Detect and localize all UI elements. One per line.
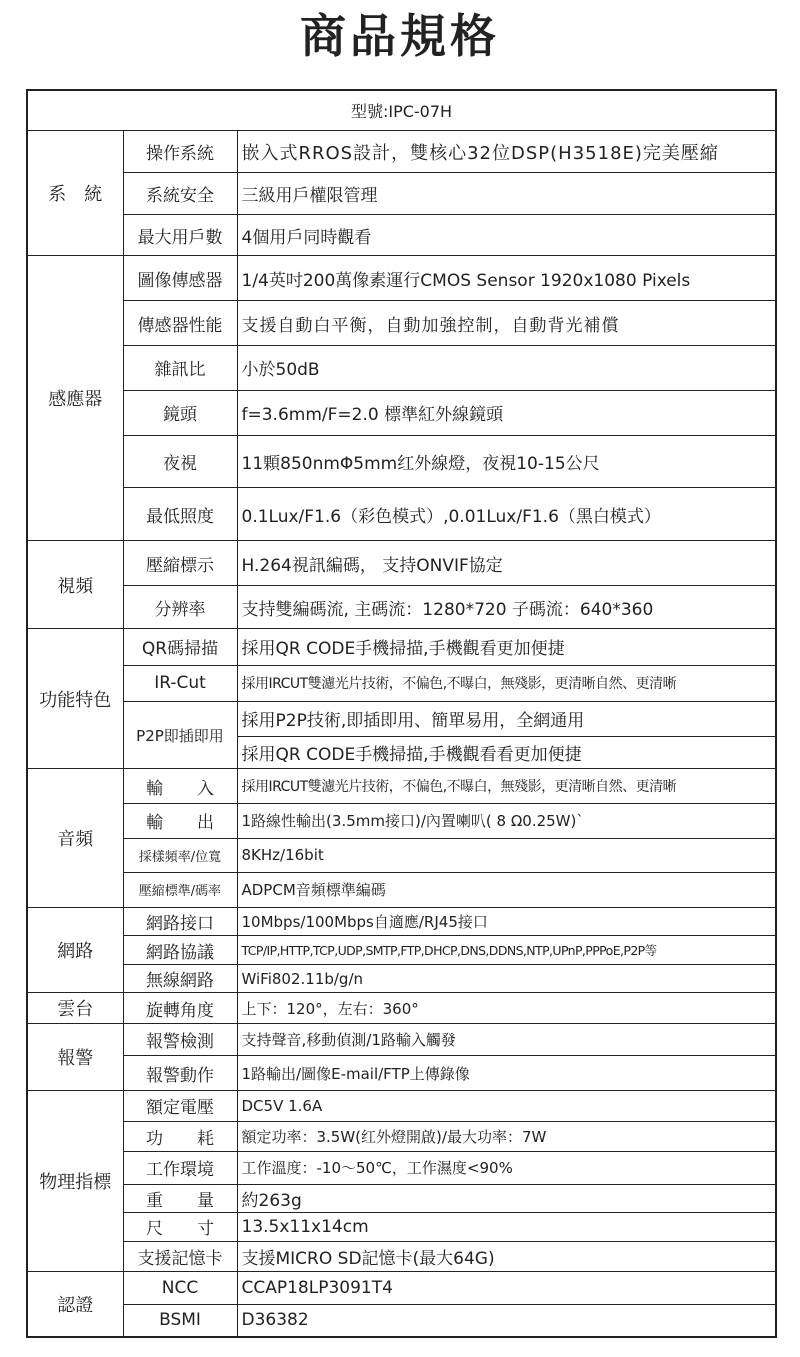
category-audio: 音頻 — [27, 769, 123, 907]
category-physical: 物理指標 — [27, 1091, 123, 1272]
spec-value: 11顆850nmΦ5mm红外線燈，夜視10-15公尺 — [237, 435, 776, 488]
category-features: 功能特色 — [27, 628, 123, 768]
spec-label: 重 量 — [123, 1184, 237, 1213]
table-row — [27, 586, 776, 629]
table-row — [27, 488, 776, 541]
table-row — [27, 1056, 776, 1091]
spec-label: 壓縮標準/碼率 — [123, 873, 237, 908]
category-ptz: 雲台 — [27, 993, 123, 1024]
spec-value: 支援MICRO SD記憶卡(最大64G) — [237, 1241, 776, 1272]
table-row — [27, 964, 776, 993]
table-row — [27, 838, 776, 873]
table-row — [27, 993, 776, 1024]
category-certification: 認證 — [27, 1272, 123, 1337]
spec-label: 夜視 — [123, 435, 237, 488]
spec-label: P2P即插即用 — [123, 702, 237, 769]
spec-value: 採用IRCUT雙濾光片技術，不偏色,不曝白，無殘影，更清晰自然、更清晰 — [237, 769, 776, 804]
table-row — [27, 301, 776, 346]
table-row — [27, 345, 776, 390]
table-row — [27, 1121, 776, 1152]
spec-label: 最大用戶數 — [123, 214, 237, 256]
spec-value: 約263g — [237, 1184, 776, 1213]
spec-value: CCAP18LP3091T4 — [237, 1272, 776, 1305]
spec-value: 採用IRCUT雙濾光片技術，不偏色,不曝白，無殘影，更清晰自然、更清晰 — [237, 665, 776, 702]
spec-value: f=3.6mm/F=2.0 標準紅外線鏡頭 — [237, 390, 776, 435]
model-number: 型號:IPC-07H — [27, 90, 776, 131]
spec-value: 8KHz/16bit — [237, 838, 776, 873]
spec-value: ADPCM音頻標準編碼 — [237, 873, 776, 908]
page-title: 商品規格 — [300, 9, 500, 63]
spec-value: 1路線性輸出(3.5mm接口)/內置喇叭( 8 Ω0.25W)` — [237, 803, 776, 838]
spec-label: NCC — [123, 1272, 237, 1305]
table-row — [27, 172, 776, 214]
spec-label: 支援記憶卡 — [123, 1241, 237, 1272]
spec-label: 網路協議 — [123, 936, 237, 965]
spec-value: 13.5x11x14cm — [237, 1213, 776, 1242]
table-row — [27, 1304, 776, 1337]
table-row — [27, 628, 776, 665]
table-row — [27, 435, 776, 488]
spec-value: H.264視訊編碼， 支持ONVIF協定 — [237, 541, 776, 586]
spec-value: 10Mbps/100Mbps自適應/RJ45接口 — [237, 907, 776, 936]
table-row — [27, 1213, 776, 1242]
table-row — [27, 907, 776, 936]
spec-label: 傳感器性能 — [123, 301, 237, 346]
spec-table — [26, 89, 777, 1338]
category-video: 視頻 — [27, 541, 123, 629]
spec-value: 三級用戶權限管理 — [237, 172, 776, 214]
spec-label: 系統安全 — [123, 172, 237, 214]
spec-label: 分辨率 — [123, 586, 237, 629]
table-row — [27, 1152, 776, 1185]
table-row — [27, 936, 776, 965]
spec-value: DC5V 1.6A — [237, 1091, 776, 1122]
table-row — [27, 1272, 776, 1305]
spec-label: BSMI — [123, 1304, 237, 1337]
category-alarm: 報警 — [27, 1023, 123, 1090]
spec-label: 壓縮標示 — [123, 541, 237, 586]
spec-label: 網路接口 — [123, 907, 237, 936]
category-network: 網路 — [27, 907, 123, 993]
spec-value: D36382 — [237, 1304, 776, 1337]
spec-label: 功 耗 — [123, 1121, 237, 1152]
spec-value: 工作溫度：-10～50℃，工作濕度<90% — [237, 1152, 776, 1185]
table-row — [27, 214, 776, 256]
table-row — [27, 769, 776, 804]
spec-label: 鏡頭 — [123, 390, 237, 435]
spec-label: 報警動作 — [123, 1056, 237, 1091]
spec-label: 報警檢測 — [123, 1023, 237, 1056]
spec-value: 支援自動白平衡，自動加強控制，自動背光補償 — [237, 301, 776, 346]
table-row — [27, 1023, 776, 1056]
table-row — [27, 1091, 776, 1122]
table-row — [27, 1241, 776, 1272]
spec-value: 支持雙編碼流, 主碼流：1280*720 子碼流：640*360 — [237, 586, 776, 629]
spec-value: 嵌入式RROS設計，雙核心32位DSP(H3518E)完美壓縮 — [237, 131, 776, 173]
spec-value: 4個用戶同時觀看 — [237, 214, 776, 256]
category-system: 系 統 — [27, 131, 123, 256]
table-row — [27, 873, 776, 908]
table-row — [27, 803, 776, 838]
table-row — [27, 131, 776, 173]
spec-label: IR-Cut — [123, 665, 237, 702]
spec-value: 採用P2P技術,即插即用、簡單易用，全網通用 — [237, 702, 776, 737]
spec-label: 工作環境 — [123, 1152, 237, 1185]
spec-label: 採樣頻率/位寬 — [123, 838, 237, 873]
spec-value: 採用QR CODE手機掃描,手機觀看看更加便捷 — [237, 736, 776, 769]
spec-label: 尺 寸 — [123, 1213, 237, 1242]
spec-value: 0.1Lux/F1.6（彩色模式）,0.01Lux/F1.6（黑白模式） — [237, 488, 776, 541]
table-row — [27, 665, 776, 702]
table-row — [27, 256, 776, 301]
spec-value: WiFi802.11b/g/n — [237, 964, 776, 993]
spec-value: 1路輸出/圖像E-mail/FTP上傳錄像 — [237, 1056, 776, 1091]
spec-label: 無線網路 — [123, 964, 237, 993]
spec-label: 操作系統 — [123, 131, 237, 173]
spec-value: 1/4英吋200萬像素運行CMOS Sensor 1920x1080 Pixels — [237, 256, 776, 301]
spec-value: 小於50dB — [237, 345, 776, 390]
table-row — [27, 390, 776, 435]
table-row — [27, 702, 776, 737]
spec-label: 圖像傳感器 — [123, 256, 237, 301]
spec-label: 額定電壓 — [123, 1091, 237, 1122]
spec-label: 輸 出 — [123, 803, 237, 838]
spec-label: 旋轉角度 — [123, 993, 237, 1024]
spec-label: 雜訊比 — [123, 345, 237, 390]
spec-value: 採用QR CODE手機掃描,手機觀看更加便捷 — [237, 628, 776, 665]
category-sensor: 感應器 — [27, 256, 123, 541]
spec-label: QR碼掃描 — [123, 628, 237, 665]
table-row — [27, 541, 776, 586]
spec-label: 最低照度 — [123, 488, 237, 541]
model-row — [27, 90, 776, 131]
spec-value: TCP/IP,HTTP,TCP,UDP,SMTP,FTP,DHCP,DNS,DDNS,NTP,UPnP,PPPoE,P2P等 — [237, 936, 776, 965]
spec-value: 額定功率：3.5W(红外燈開啟)/最大功率：7W — [237, 1121, 776, 1152]
spec-value: 上下：120°，左右：360° — [237, 993, 776, 1024]
spec-value: 支持聲音,移動偵測/1路輸入觸發 — [237, 1023, 776, 1056]
spec-label: 輸 入 — [123, 769, 237, 804]
table-row — [27, 1184, 776, 1213]
